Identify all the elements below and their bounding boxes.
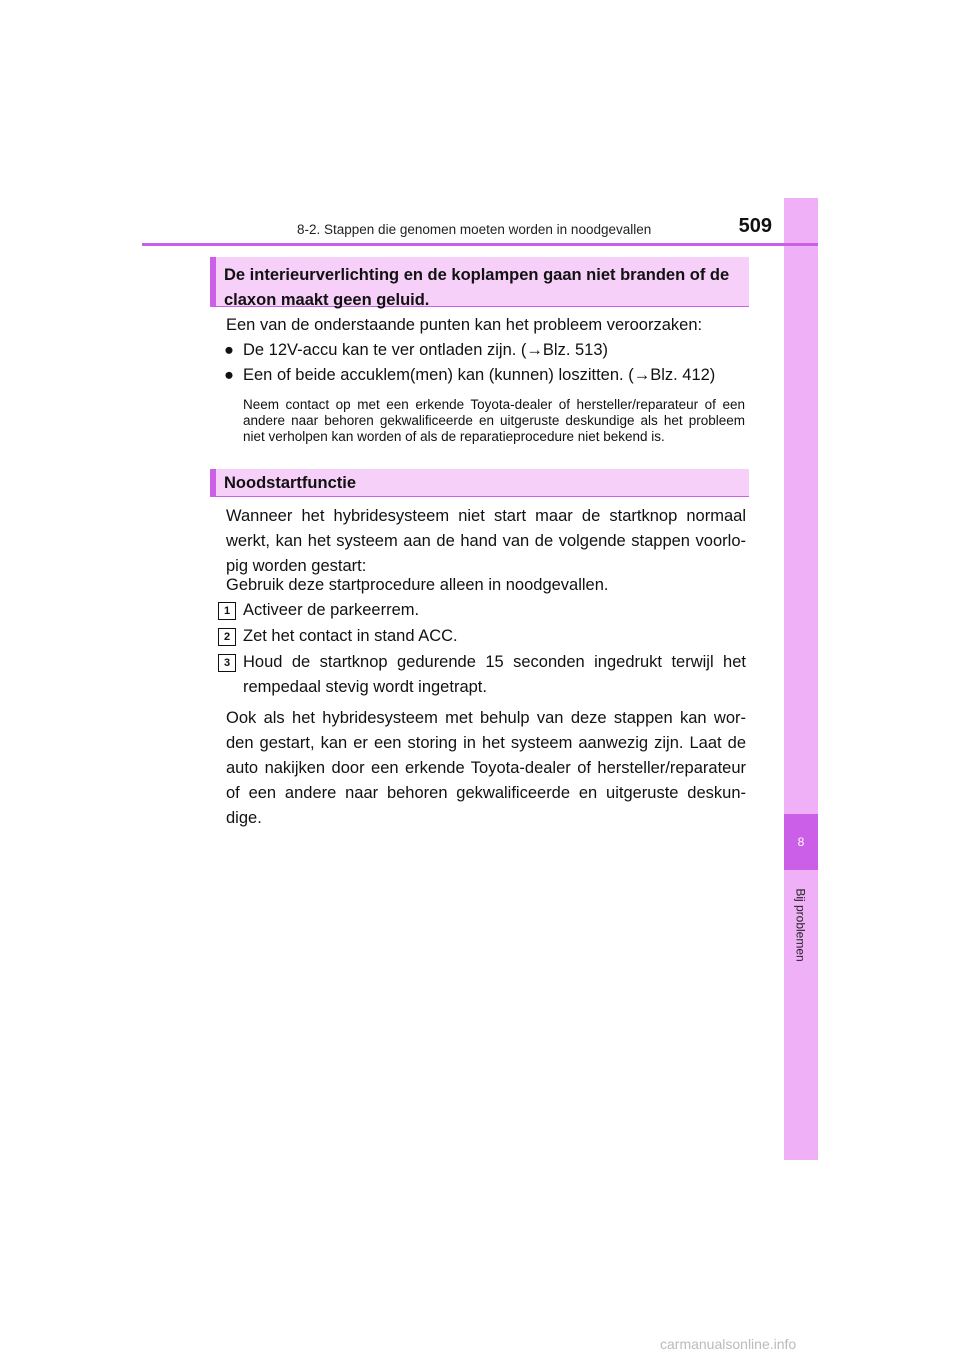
step-text: Zet het contact in stand ACC. bbox=[243, 627, 458, 645]
chapter-number-tab bbox=[784, 814, 818, 870]
step-text: Activeer de parkeerrem. bbox=[243, 601, 420, 619]
page-number: 509 bbox=[738, 215, 772, 237]
section-title-bar bbox=[210, 257, 749, 307]
step-number-box bbox=[218, 628, 236, 646]
chapter-label-tab bbox=[784, 880, 818, 970]
step-number: 2 bbox=[223, 631, 231, 643]
section1-note: Neem contact op met een erkende Toyota-dealer of hersteller/reparateur of een andere naar behoren gekwalificeerde en uitgeruste deskundige als het probleem niet verholpen kan worden of als de reparatieprocedure niet bekend is. bbox=[243, 397, 745, 444]
side-tab bbox=[784, 198, 818, 1160]
section2-intro: Wanneer het hybridesysteem niet start maar de startknop normaal werkt, kan het systeem aan de hand van de volgende stappen voorlo-pig worden gestart: bbox=[226, 507, 746, 575]
section-title-bar bbox=[210, 469, 749, 497]
section1-intro: Een van de onderstaande punten kan het probleem veroorzaken: bbox=[226, 316, 703, 334]
step-number-box bbox=[218, 654, 236, 672]
bullet-icon: ● bbox=[224, 366, 234, 384]
bullet-item: Een of beide accuklem(men) kan (kunnen) loszitten. (→Blz. 412) bbox=[243, 366, 716, 384]
header-rule bbox=[142, 243, 818, 246]
section-title-line1: De interieurverlichting en de koplampen gaan niet branden of de bbox=[224, 266, 730, 284]
step-text: Houd de startknop gedurende 15 seconden ingedrukt terwijl het rempedaal stevig wordt ingetrapt. bbox=[243, 653, 746, 696]
section-title: Noodstartfunctie bbox=[224, 474, 356, 492]
step-number: 3 bbox=[223, 657, 231, 669]
chapter-label: Bij problemen bbox=[794, 888, 808, 962]
section2-warning: Gebruik deze startprocedure alleen in noodgevallen. bbox=[226, 576, 609, 594]
section-title-line2: claxon maakt geen geluid. bbox=[224, 291, 430, 309]
running-head: 8-2. Stappen die genomen moeten worden in noodgevallen bbox=[297, 222, 652, 237]
footer-watermark: carmanualsonline.info bbox=[660, 1336, 797, 1352]
step-number: 1 bbox=[223, 605, 231, 617]
bullet-icon: ● bbox=[224, 341, 234, 359]
chapter-number: 8 bbox=[797, 835, 805, 849]
step-number-box bbox=[218, 602, 236, 620]
section2-closing: Ook als het hybridesysteem met behulp van deze stappen kan wor-den gestart, kan er een storing in het systeem aanwezig zijn. Laat de auto nakijken door een erkende Toyota-dealer of hersteller/reparateur of een andere naar behoren gekwalificeerde en uitgeruste deskun-dige. bbox=[226, 709, 746, 827]
bullet-item: De 12V-accu kan te ver ontladen zijn. (→Blz. 513) bbox=[243, 341, 609, 359]
